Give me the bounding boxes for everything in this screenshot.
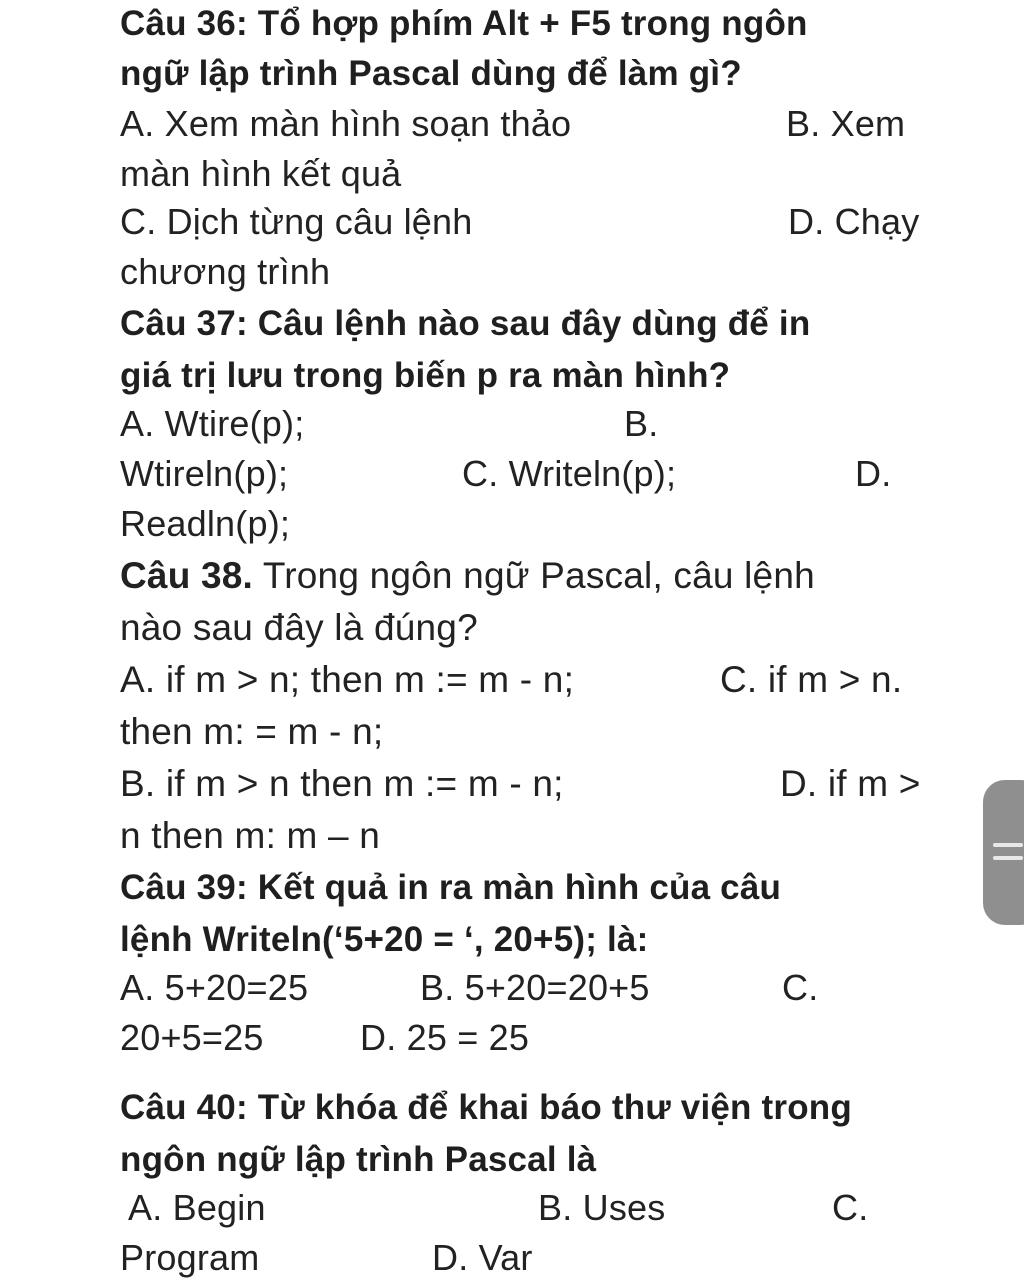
q40-option-a: A. Begin [128,1187,266,1228]
q39-title-line1: Câu 39: Kết quả in ra màn hình của câu [120,868,782,907]
q38-option-a: A. if m > n; then m := m - n; [120,659,575,700]
q39-option-c-part1: C. [782,967,819,1008]
q40-option-c-part2: Program [120,1237,260,1278]
scroll-handle[interactable] [983,780,1024,925]
grip-line-icon [993,843,1023,847]
q38-label: Câu 38. [120,555,254,596]
q36-option-a: A. Xem màn hình soạn thảo [120,103,572,144]
q37-option-d-part1: D. [855,453,892,494]
q37-option-c: C. Writeln(p); [462,453,677,494]
q39-option-a: A. 5+20=25 [120,967,309,1008]
q37-title-line2: giá trị lưu trong biến p ra màn hình? [120,356,731,395]
q40-option-b: B. Uses [538,1187,666,1228]
q37-option-b-part2: Wtireln(p); [120,453,289,494]
q38-option-c-part2: then m: = m - n; [120,711,384,752]
q38-title-line2: nào sau đây là đúng? [120,607,478,648]
q38-option-d-part2: n then m: m – n [120,815,381,856]
q40-option-c-part1: C. [832,1187,869,1228]
q36-option-d-part2: chương trình [120,251,331,292]
q38-title-rest: Trong ngôn ngữ Pascal, câu lệnh [253,555,815,596]
q36-title-line2: ngữ lập trình Pascal dùng để làm gì? [120,54,742,93]
q36-option-d-part1: D. Chạy [788,201,920,242]
grip-line-icon [993,856,1023,860]
q39-option-b: B. 5+20=20+5 [420,967,650,1008]
q37-option-d-part2: Readln(p); [120,503,291,544]
q36-title-line1: Câu 36: Tổ hợp phím Alt + F5 trong ngôn [120,4,808,43]
q40-title-line1: Câu 40: Từ khóa để khai báo thư viện trong [120,1088,852,1127]
q38-option-d-part1: D. if m > [780,763,921,804]
q40-option-d: D. Var [432,1237,533,1278]
q39-option-d: D. 25 = 25 [360,1017,530,1058]
q37-option-b-part1: B. [624,403,659,444]
q36-option-b-part1: B. Xem [786,103,906,144]
q39-title-line2: lệnh Writeln(‘5+20 = ‘, 20+5); là: [120,920,649,959]
q38-option-b: B. if m > n then m := m - n; [120,763,564,804]
q36-option-b-part2: màn hình kết quả [120,153,402,194]
q36-option-c: C. Dịch từng câu lệnh [120,201,473,242]
q37-title-line1: Câu 37: Câu lệnh nào sau đây dùng để in [120,304,811,343]
q39-option-c-part2: 20+5=25 [120,1017,264,1058]
q38-option-c-part1: C. if m > n. [720,659,903,700]
q40-title-line2: ngôn ngữ lập trình Pascal là [120,1140,597,1179]
q37-option-a: A. Wtire(p); [120,403,305,444]
q38-title-line1 [120,554,815,598]
